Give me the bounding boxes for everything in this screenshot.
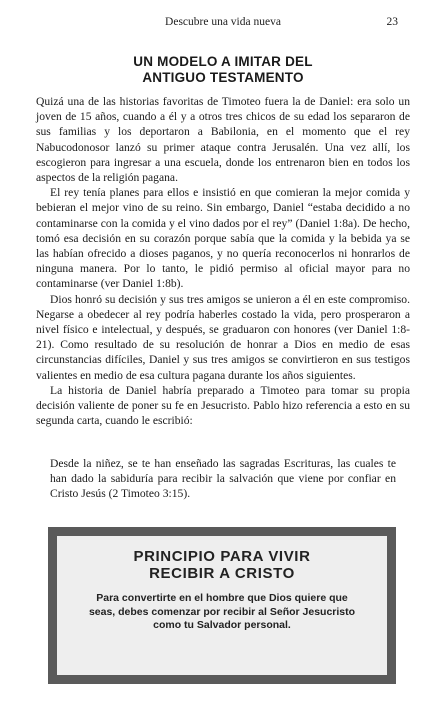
callout-body: Para convertirte en el hombre que Dios quiere que seas, debes comenzar por recibir al Señor Jesucristo como tu Salvador personal. [88,592,356,631]
paragraph: La historia de Daniel habría preparado a Timoteo para tomar su propia decisión valiente de poner su fe en Jesucristo. Pablo hizo referencia a esto en su segunda carta, cuando le escribió: [36,383,410,428]
paragraph: Dios honró su decisión y sus tres amigos se unieron a él en este compromiso. Negarse a obedecer al rey podría haberles costado la vida, pero prosperaron a nivel físico e intelectual, y después, se graduaron con honores (ver Daniel 1:8-21). Como resultado de su resolución de honrar a Dios en medio de esas circunstancias difíciles, Daniel y sus tres amigos se convirtieron en sus testigos valientes en medio de esa cultura pagana durante los años siguientes. [36,292,410,382]
callout-title-line-2: RECIBIR A CRISTO [149,565,295,582]
scripture-quote [50,456,396,502]
running-head [0,16,446,32]
paragraph: El rey tenía planes para ellos e insistió en que comieran la mejor comida y bebieran el mejor vino de su reino. Sin embargo, Daniel “estaba decidido a no contaminarse con la comida y el vino dados por el rey” (Daniel 1:8a). De hecho, tomó esa decisión en su corazón porque sabía que la comida y la bebida ya se las habían ofrecido a dioses paganos, y no quería reconocerlos ni honrarlos de ninguna manera. Por lo tanto, le pidió permiso al oficial mayor para no contaminarse (ver Daniel 1:8b). [36,186,410,291]
section-heading-line-2: ANTIGUO TESTAMENTO [142,70,304,85]
body-text [36,94,410,428]
callout-title-line-1: PRINCIPIO PARA VIVIR [133,548,311,565]
running-title: Descubre una vida nueva [165,16,281,28]
principle-callout-box [48,527,396,684]
section-heading-line-1: UN MODELO A IMITAR DEL [133,54,313,69]
quote-text: Desde la niñez, se te han enseñado las sagradas Escrituras, las cuales te han dado la sabiduría para recibir la salvación que viene por confiar en Cristo Jesús (2 Timoteo 3:15). [50,457,396,501]
paragraph: Quizá una de las historias favoritas de Timoteo fuera la de Daniel: era solo un joven de 15 años, cuando a él y a otros tres chicos de su edad los separaron de sus familias y los deportaron a Babilonia, en el momento que el rey Nabucodonosor lanzó su primer ataque contra Jerusalén. Una vez allí, los escogieron para ingresar a una escuela, donde los entrenaron bien en todos los aspectos de la religión pagana. [36,95,410,185]
callout-panel [57,536,387,675]
callout-title [57,548,387,582]
section-heading [40,54,406,86]
page-number: 23 [386,16,398,28]
